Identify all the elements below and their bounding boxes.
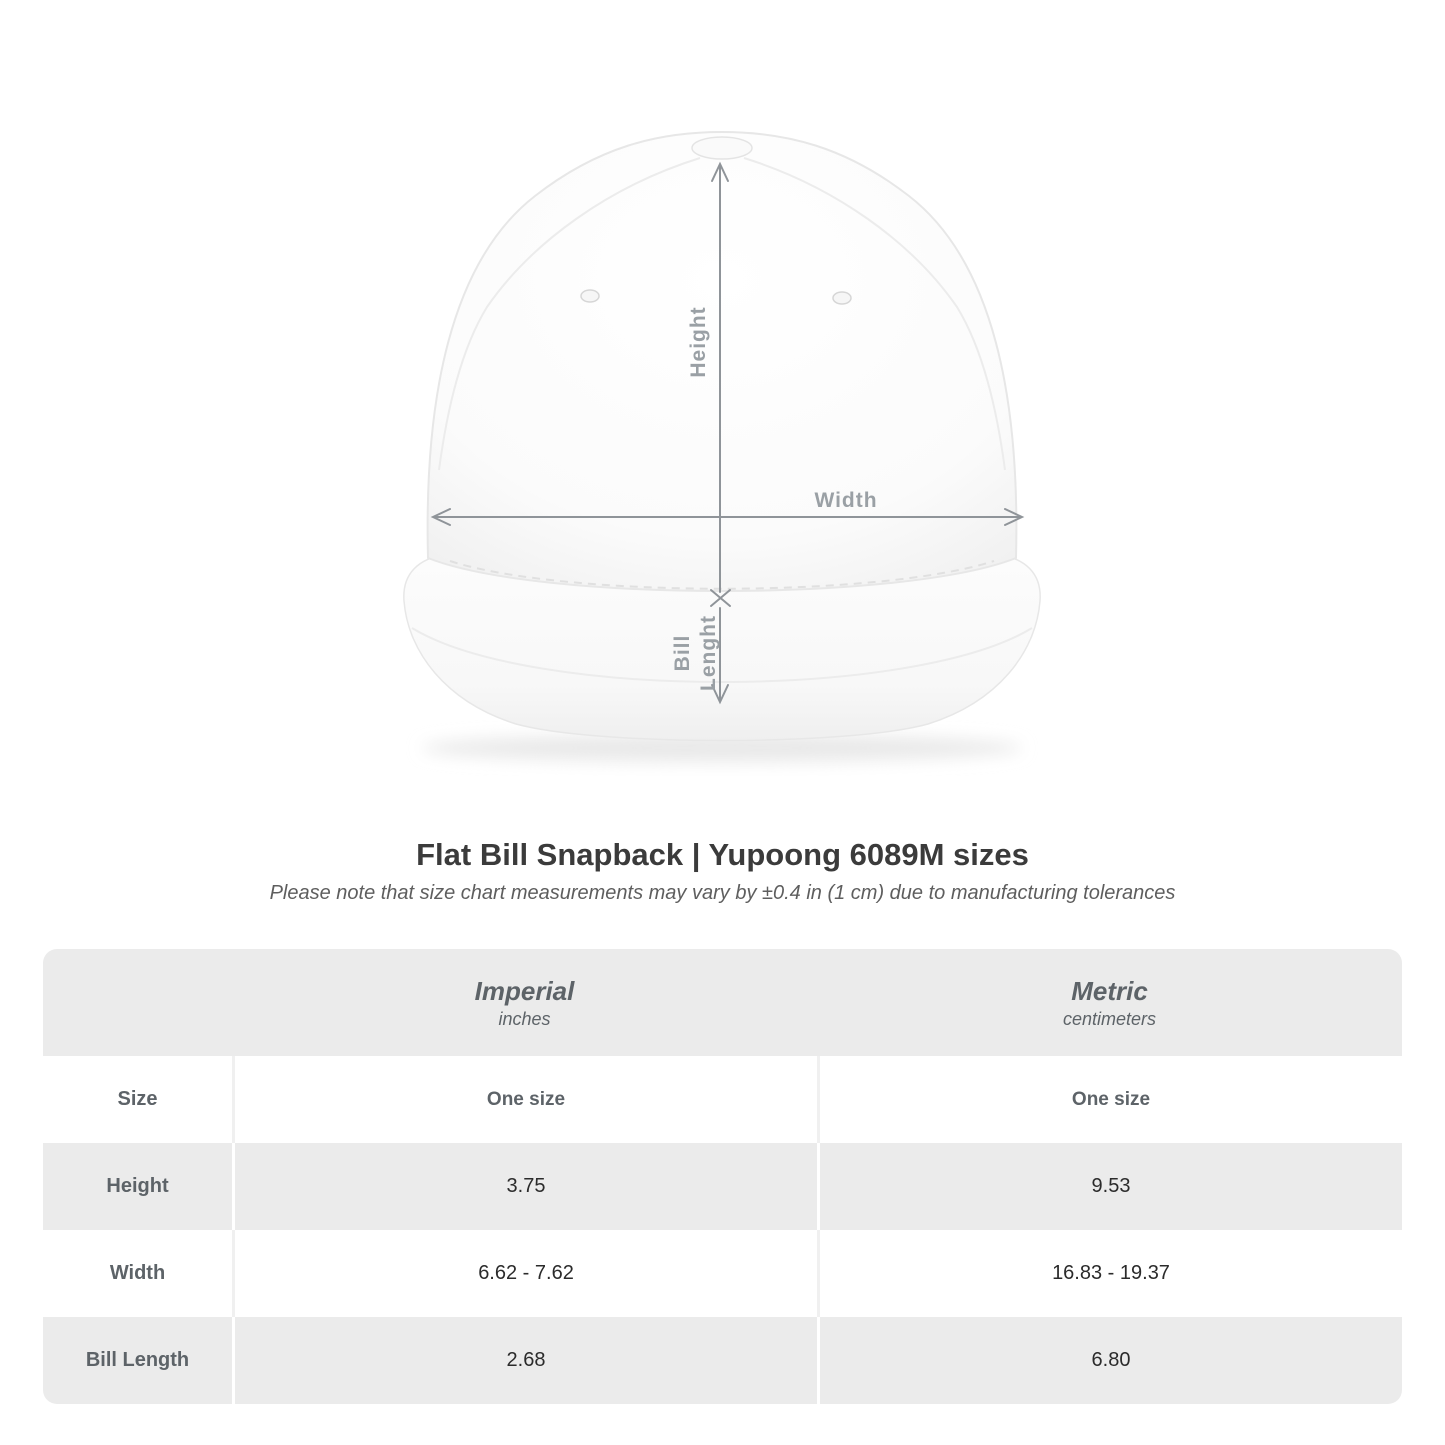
row-label: Height bbox=[106, 1175, 169, 1197]
row-label: Bill Length bbox=[85, 1349, 190, 1371]
metric-value-cell bbox=[817, 1230, 1402, 1317]
svg-text:Bill: Bill bbox=[671, 634, 694, 672]
imperial-header-cell bbox=[232, 949, 817, 1056]
right-eyelet bbox=[833, 292, 851, 304]
metric-value: One size bbox=[1071, 1088, 1151, 1110]
row-label: Width bbox=[109, 1262, 166, 1284]
imperial-value: 3.75 bbox=[506, 1175, 546, 1197]
imperial-value-cell bbox=[232, 1317, 817, 1404]
imperial-value: 2.68 bbox=[506, 1349, 546, 1371]
size-table bbox=[43, 949, 1402, 1404]
imperial-value-cell bbox=[232, 1143, 817, 1230]
metric-header-label: Metric bbox=[1071, 975, 1148, 1006]
imperial-value: One size bbox=[486, 1088, 566, 1110]
table-row-bill-length bbox=[43, 1317, 1402, 1404]
metric-value: 16.83 - 19.37 bbox=[1052, 1262, 1170, 1284]
height-dimension-label: Height bbox=[687, 306, 710, 378]
page-title: Flat Bill Snapback | Yupoong 6089M sizes bbox=[416, 837, 1029, 872]
imperial-value-cell bbox=[232, 1056, 817, 1143]
metric-unit-label: centimeters bbox=[1062, 1008, 1157, 1029]
metric-value-cell bbox=[817, 1317, 1402, 1404]
heading-block bbox=[0, 838, 1445, 905]
metric-value-cell bbox=[817, 1143, 1402, 1230]
table-header-row bbox=[43, 949, 1402, 1056]
hat-crown bbox=[428, 132, 1017, 591]
imperial-header-label: Imperial bbox=[474, 975, 575, 1006]
table-row-size bbox=[43, 1056, 1402, 1143]
metric-value: 6.80 bbox=[1091, 1349, 1131, 1371]
imperial-unit-label: inches bbox=[498, 1008, 551, 1029]
width-dimension-label: Width bbox=[814, 489, 878, 512]
metric-header-cell bbox=[817, 949, 1402, 1056]
row-label-cell bbox=[43, 1317, 232, 1404]
row-label-cell bbox=[43, 1143, 232, 1230]
svg-text:Lenght: Lenght bbox=[697, 615, 720, 691]
metric-value: 9.53 bbox=[1091, 1175, 1131, 1197]
metric-value-cell bbox=[817, 1056, 1402, 1143]
imperial-value-cell bbox=[232, 1230, 817, 1317]
tolerance-note: Please note that size chart measurements may vary by ±0.4 in (1 cm) due to manufacturing tolerances bbox=[269, 882, 1176, 904]
table-row-height bbox=[43, 1143, 1402, 1230]
imperial-value: 6.62 - 7.62 bbox=[478, 1262, 574, 1284]
table-row-width bbox=[43, 1230, 1402, 1317]
table-header-blank-cell bbox=[43, 949, 232, 1056]
row-label-cell bbox=[43, 1056, 232, 1143]
row-label-cell bbox=[43, 1230, 232, 1317]
row-label: Size bbox=[117, 1088, 158, 1110]
top-button bbox=[692, 137, 752, 159]
left-eyelet bbox=[581, 290, 599, 302]
